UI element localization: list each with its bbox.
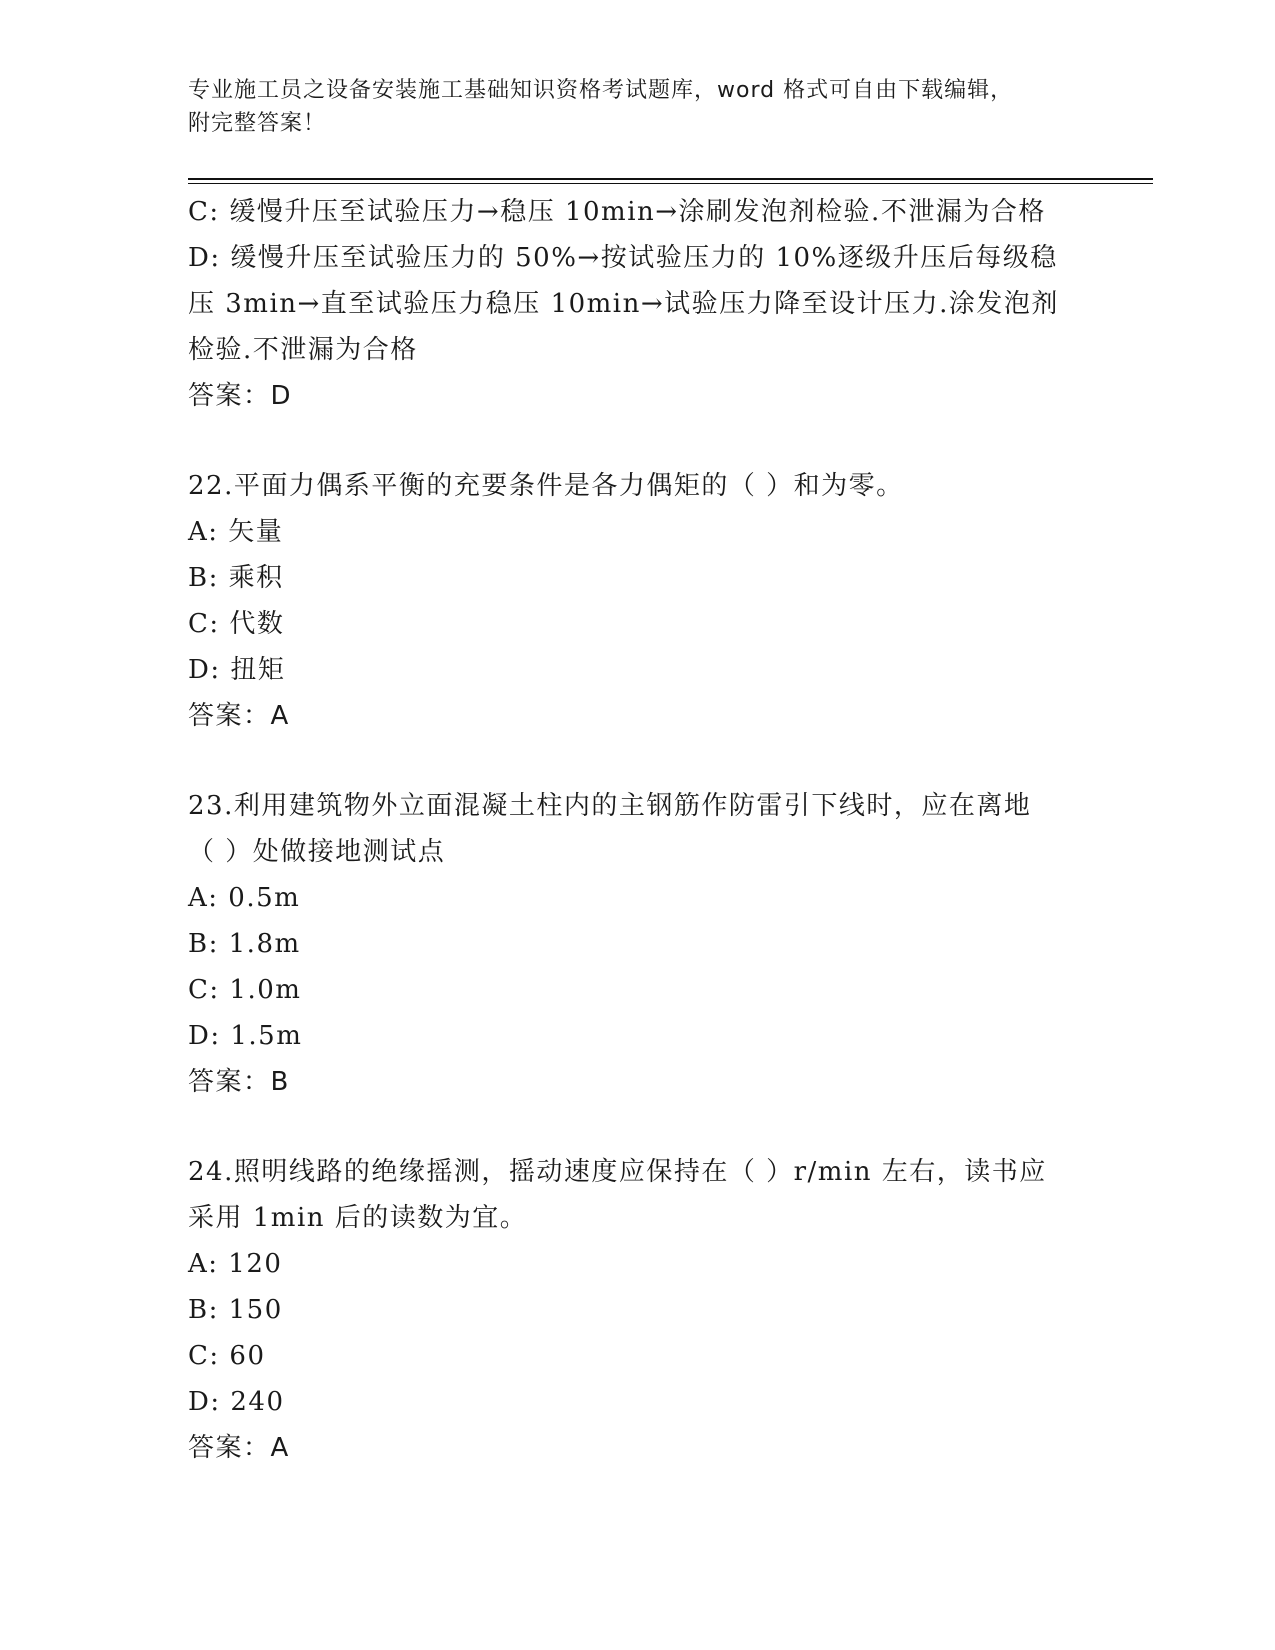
question-24 xyxy=(188,1149,1088,1471)
question-stem-line-1: 23.利用建筑物外立面混凝土柱内的主钢筋作防雷引下线时，应在离地 xyxy=(188,791,1032,821)
spacer xyxy=(188,1105,1088,1149)
document-header xyxy=(188,74,1088,140)
option-a: A: 120 xyxy=(188,1249,283,1279)
question-stem-line-2: 采用 1min 后的读数为宜。 xyxy=(188,1203,528,1233)
header-divider-thick xyxy=(188,178,1153,180)
option-a: A: 矢量 xyxy=(188,517,284,547)
option-d-line-3: 检验.不泄漏为合格 xyxy=(188,335,418,365)
header-divider-thin xyxy=(188,183,1153,184)
answer: 答案：D xyxy=(188,381,293,411)
option-c: C: 60 xyxy=(188,1341,266,1371)
option-d: D: 240 xyxy=(188,1387,285,1417)
option-d: D: 扭矩 xyxy=(188,655,286,685)
header-line-2: 附完整答案！ xyxy=(188,111,327,136)
question-23 xyxy=(188,783,1088,1105)
option-c: C: 缓慢升压至试验压力→稳压 10min→涂刷发泡剂检验.不泄漏为合格 xyxy=(188,197,1046,227)
answer: 答案：A xyxy=(188,701,290,731)
option-c: C: 1.0m xyxy=(188,975,302,1005)
question-22 xyxy=(188,463,1088,739)
option-b: B: 乘积 xyxy=(188,563,284,593)
spacer xyxy=(188,419,1088,463)
answer: 答案：B xyxy=(188,1067,290,1097)
question-stem-line-1: 24.照明线路的绝缘摇测，摇动速度应保持在（ ）r/min 左右，读书应 xyxy=(188,1157,1047,1187)
option-d-line-2: 压 3min→直至试验压力稳压 10min→试验压力降至设计压力.涂发泡剂 xyxy=(188,289,1059,319)
option-d-line-1: D: 缓慢升压至试验压力的 50%→按试验压力的 10%逐级升压后每级稳 xyxy=(188,243,1058,273)
spacer xyxy=(188,739,1088,783)
option-a: A: 0.5m xyxy=(188,883,301,913)
question-content xyxy=(188,189,1088,1471)
previous-question-block xyxy=(188,189,1088,419)
option-d: D: 1.5m xyxy=(188,1021,303,1051)
answer: 答案：A xyxy=(188,1433,290,1463)
option-b: B: 1.8m xyxy=(188,929,301,959)
option-b: B: 150 xyxy=(188,1295,283,1325)
option-c: C: 代数 xyxy=(188,609,285,639)
question-stem: 22.平面力偶系平衡的充要条件是各力偶矩的（ ）和为零。 xyxy=(188,471,904,501)
question-stem-line-2: （ ）处做接地测试点 xyxy=(188,837,446,867)
header-line-1: 专业施工员之设备安装施工基础知识资格考试题库，word 格式可自由下载编辑， xyxy=(188,78,1014,103)
